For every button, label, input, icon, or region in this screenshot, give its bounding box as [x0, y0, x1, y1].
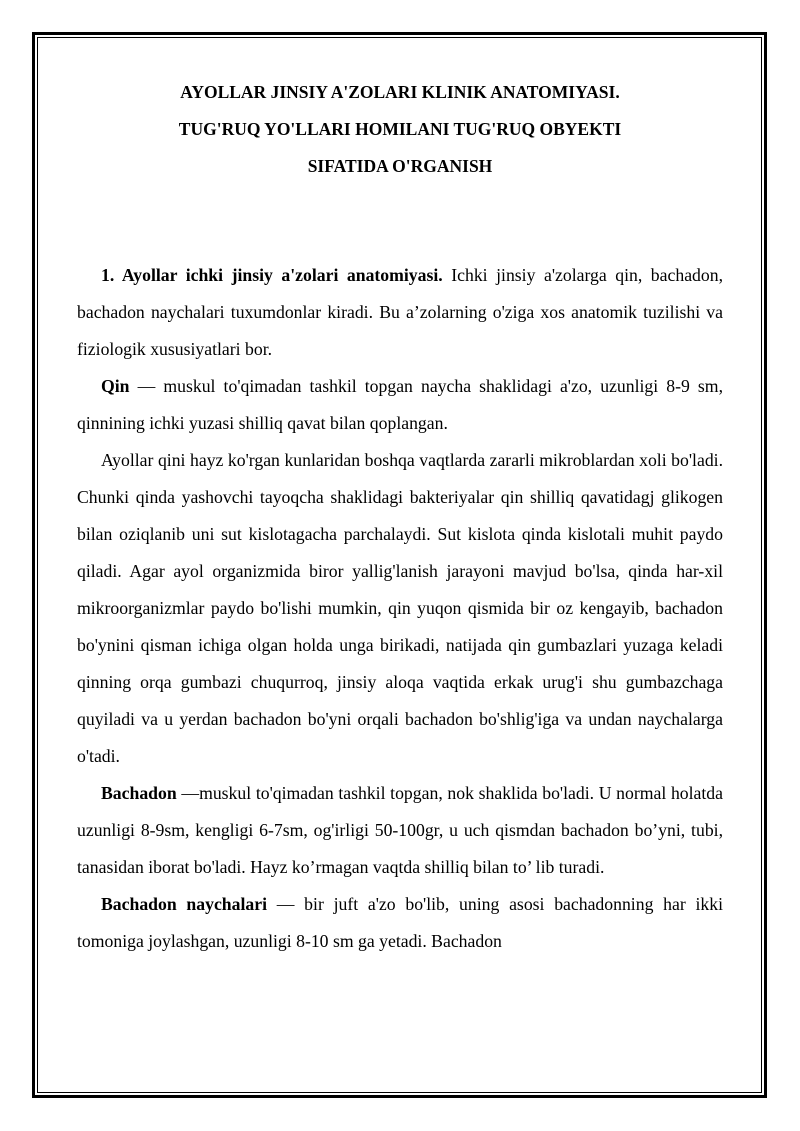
paragraph-section-heading [77, 257, 723, 368]
paragraph-text: —muskul to'qimadan tashkil topgan, nok shaklida bo'ladi. U normal holatda uzunligi 8-9sm, kengligi 6-7sm, og'irligi 50-100gr, u uch qismdan bachadon bo’yni, tubi, tanasidan iborat bo'ladi. Hayz ko’rmagan vaqtda shilliq bilan to’ lib turadi. [77, 783, 723, 877]
term-bachadon: Bachadon [101, 783, 177, 803]
paragraph-text: Ichki jinsiy a'zolarga qin, bachadon, bachadon naychalari tuxumdonlar kiradi. Bu a’zolarning o'ziga xos anatomik tuzilishi va fiziologik xususiyatlari bor. [77, 265, 723, 359]
document-title [77, 74, 723, 185]
paragraph-qin [77, 368, 723, 442]
paragraph-text: Ayollar qini hayz ko'rgan kunlaridan boshqa vaqtlarda zararli mikroblardan xoli bo'ladi. Chunki qinda yashovchi tayoqcha shaklidagi bakteriyalar qin shilliq qavatidagj glikogen bilan oziqlanib uni sut kislotagacha parchalaydi. Sut kislota qinda kislotali muhit paydo qiladi. Agar ayol organizmida biror yallig'lanish jarayoni mavjud bo'lsa, qinda har-xil mikroorganizmlar paydo bo'lishi mumkin, qin yuqon qismida bir oz kengayib, bachadon bo'ynini qisman ichiga olgan holda unga birikadi, natijada qin gumbazlari yuzaga keladi qinning orqa gumbazi chuqurroq, jinsiy aloqa vaqtida erkak urug'i shu gumbazchaga quyiladi va u yerdan bachadon bo'yni orqali bachadon bo'shlig'iga va undan naychalarga o'tadi. [77, 450, 723, 766]
paragraph-text: — bir juft a'zo bo'lib, uning asosi bachadonning har ikki tomoniga joylashgan, uzunligi 8-10 sm ga yetadi. Bachadon [77, 894, 723, 951]
paragraph-bachadon-naychalari [77, 886, 723, 960]
paragraph-text: — muskul to'qimadan tashkil topgan naycha shaklidagi a'zo, uzunligi 8-9 sm, qinnining ichki yuzasi shilliq qavat bilan qoplangan. [77, 376, 723, 433]
title-line-1: AYOLLAR JINSIY A'ZOLARI KLINIK ANATOMIYASI. [180, 82, 620, 102]
term-qin: Qin [101, 376, 130, 396]
title-line-3: SIFATIDA O'RGANISH [307, 156, 493, 176]
paragraph-bachadon [77, 775, 723, 886]
paragraph-qin-microflora [77, 442, 723, 775]
term-bachadon-naychalari: Bachadon naychalari [101, 894, 268, 914]
section-heading: 1. Ayollar ichki jinsiy a'zolari anatomiyasi. [101, 265, 443, 285]
title-line-2: TUG'RUQ YO'LLARI HOMILANI TUG'RUQ OBYEKTI [178, 119, 622, 139]
document-body [77, 257, 723, 960]
